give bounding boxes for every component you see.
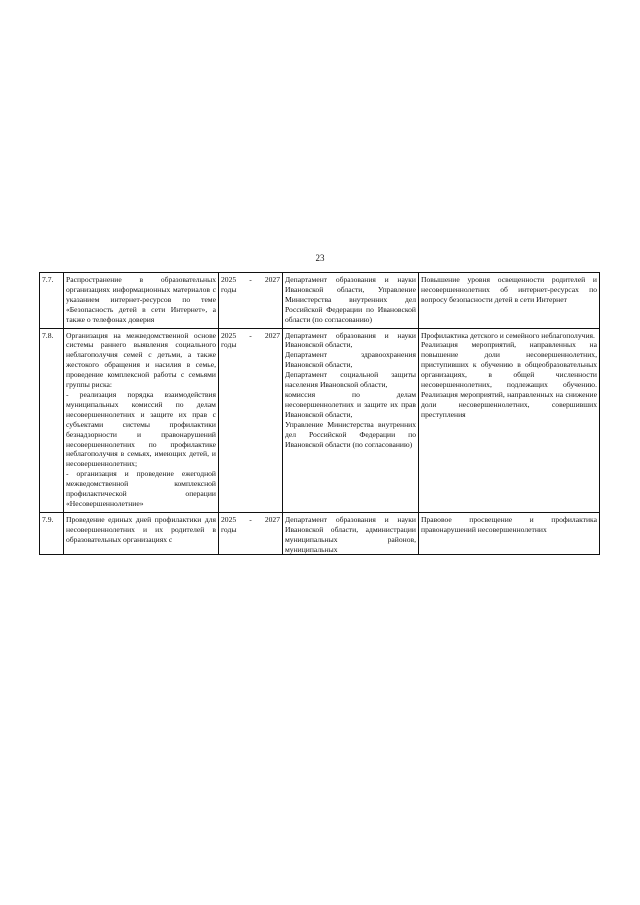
years-word: годы bbox=[221, 340, 237, 350]
year-end: 2027 bbox=[264, 330, 280, 340]
row-number: 7.8. bbox=[40, 328, 64, 512]
year-end: 2027 bbox=[264, 275, 280, 284]
year-start: 2025 bbox=[221, 330, 237, 340]
measure-cell: Организация на межведомственной основе системы раннего выявления социального неблагополучия семей с детьми, а также жестокого обращения и насилия в семье, проведение комплексной работы с семьями группы риска: - реализация порядка взаимодействия муниципальных комиссий по делам несовершеннолетних и защите их прав с субъектами системы профилактики безнадзорности и правонарушений несовершеннолетних по профилактике неблагополучия в семьях, имеющих детей, и несовершеннолетних; - организация и проведение ежегодной межведомственной комплексной профилактической операции «Несовершеннолетние» bbox=[64, 328, 219, 512]
result-cell: Повышение уровня освещенности родителей и несовершеннолетних об интернет-ресурсах по вопросу безопасности детей в сети Интернет bbox=[419, 273, 600, 329]
year-start: 2025 bbox=[221, 275, 237, 284]
result-cell: Правовое просвещение и профилактика правонарушений несовершеннолетних bbox=[419, 512, 600, 555]
table-row bbox=[40, 273, 600, 329]
years-cell bbox=[219, 273, 283, 329]
row-number: 7.7. bbox=[40, 273, 64, 329]
year-dash: - bbox=[249, 514, 252, 524]
table-row bbox=[40, 328, 600, 512]
row-number: 7.9. bbox=[40, 512, 64, 555]
executor-cell: Департамент образования и науки Ивановской области, администрации муниципальных районов, муниципальных bbox=[283, 512, 419, 555]
year-start: 2025 bbox=[221, 514, 237, 524]
years-word: годы bbox=[221, 524, 237, 534]
year-dash: - bbox=[249, 330, 252, 340]
measure-cell: Проведение единых дней профилактики для несовершеннолетних и их родителей в образовательных организациях с bbox=[64, 512, 219, 555]
year-dash: - bbox=[249, 275, 252, 284]
measure-cell: Распространение в образовательных организациях информационных материалов с указанием интернет-ресурсов по теме «Безопасность детей в сети Интернет», а также о телефонах доверия bbox=[64, 273, 219, 329]
measures-table bbox=[39, 272, 600, 555]
page-number: 23 bbox=[315, 253, 325, 263]
year-end: 2027 bbox=[264, 514, 280, 524]
years-cell bbox=[219, 512, 283, 555]
executor-cell: Департамент образования и науки Ивановской области, Департамент здравоохранения Ивановской области, Департамент социальной защиты населения Ивановской области, комиссия по делам несовершеннолетних и защите их прав Ивановской области, Управление Министерства внутренних дел Российской Федерации по Ивановской области (по согласованию) bbox=[283, 328, 419, 512]
years-word: годы bbox=[221, 284, 237, 294]
years-cell bbox=[219, 328, 283, 512]
table-row bbox=[40, 512, 600, 555]
result-cell: Профилактика детского и семейного неблагополучия. Реализация мероприятий, направленных на повышение доли несовершеннолетних, приступивших к обучению в общеобразовательных организациях, в общей численности несовершеннолетних, подлежащих обучению. Реализация мероприятий, направленных на снижение доли несовершеннолетних, совершивших преступления bbox=[419, 328, 600, 512]
executor-cell: Департамент образования и науки Ивановской области, Управление Министерства внутренних дел Российской Федерации по Ивановской области (по согласованию) bbox=[283, 273, 419, 329]
